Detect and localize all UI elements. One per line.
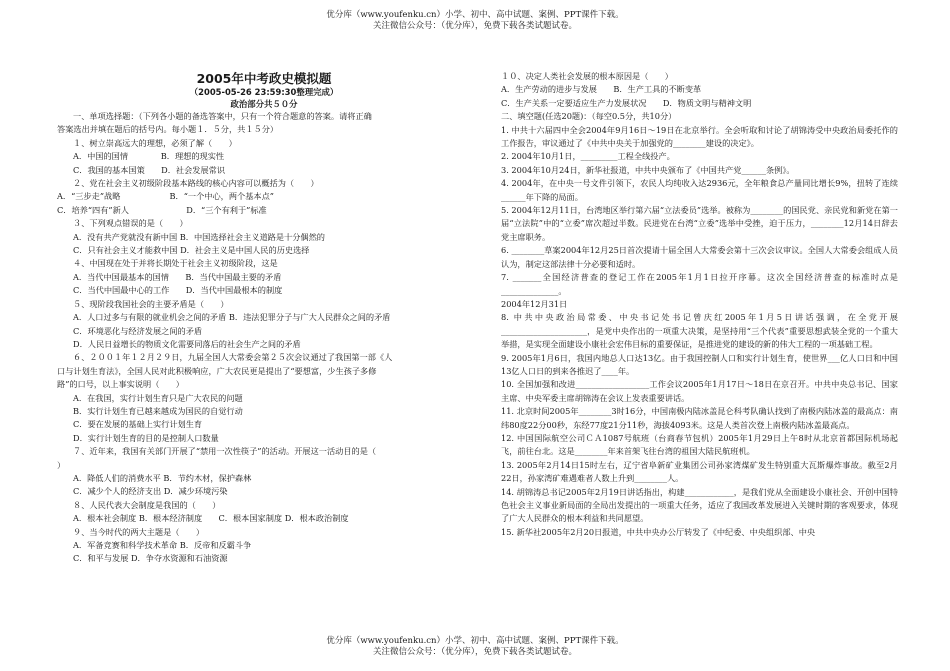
section-fill-in-heading: 二、填空题(任选20题)：（每空0.5分，共10分） [501, 111, 677, 122]
question-4-options-ab: A．当代中国最基本的国情 B．当代中国最主要的矛盾 [73, 271, 282, 282]
fill-item-6: 6. ________草案2004年12月25日首次提请十届全国人大常委会第十三次会议审议。全国人大常委会组成人员认为，制定这部法律十分必要和适时。 [501, 245, 898, 269]
section-intro: 一、单项选择题：（下列各小题的备选答案中，只有一个符合题意的答案。请将正确 [73, 111, 372, 121]
fill-item-11: 11. 北京时间2005年________3时16分，中国南极内陆冰盖昆仑科考队确认找到了南极内陆冰盖的最高点：南纬80度22分00秒，东经77度21分11秒，海拔4093米。这是人类首次登上南极内陆冰盖最高点。 [501, 406, 898, 430]
fill-item-3: 3. 2004年10月24日，新华社报道，中共中央颁布了《中国共产党______条例》。 [501, 164, 795, 175]
document-title: 2005年中考政史模拟题 [196, 71, 332, 86]
question-6-option-d: D．实行计划生育的目的是控制人口数量 [73, 432, 219, 443]
question-10: １０、决定人类社会发展的根本原因是（ ） [501, 71, 673, 81]
header-line-1: 优分库（www.youfenku.cn）小学、初中、高中试题、案例、PPT课件下载。 [326, 10, 624, 20]
fill-item-5: 5. 2004年12月11日，台湾地区举行第六届“立法委员”选举。被称为________的国民党、亲民党和新党在第一届“立法院”中的“立委”席次超过半数。民进党在台湾“立委”选举中受挫，迫于压力，________12月14日辞去党主席职务。 [501, 205, 898, 242]
section-intro-cont: 答案选出并填在题后的括号内。每小题１．５分，共１５分） [57, 124, 279, 135]
question-5: ５、现阶段我国社会的主要矛盾是（ ） [73, 298, 229, 309]
question-5-option-c: C．环境恶化与经济发展之间的矛盾 [73, 325, 203, 336]
question-8-options: A．根本社会制度 B．根本经济制度 C．根本国家制度 D．根本政治制度 [73, 513, 349, 524]
fill-item-7-answer: 2004年12月31日 [501, 298, 568, 309]
question-2-options-cd: C．培养“四有”新人 D．“三个有利于”标准 [57, 204, 267, 215]
question-10-options-cd: C．生产关系一定要适应生产力发展状况 D．物质文明与精神文明 [501, 97, 752, 108]
question-2-options-ab: A．“三步走”战略 B．“一个中心，两个基本点” [57, 191, 274, 202]
fill-item-7: 7. _______全国经济普查的登记工作在2005年1月1日拉开序幕。这次全国经济普查的标准时点是______________。 [501, 272, 898, 296]
question-7-options-ab: A．降低人们的消费水平 B．节约木材，保护森林 [73, 472, 252, 483]
question-2: ２、党在社会主义初级阶段基本路线的核心内容可以概括为（ ） [73, 178, 319, 189]
fill-item-9: 9. 2005年1月6日，我国内地总人口达13亿。由于我国控制人口和实行计划生育，使世界___亿人口日和中国13亿人口日的到来各推迟了____年。 [501, 352, 898, 376]
right-column [485, 70, 898, 635]
question-1-options-cd: C．我国的基本国策 D．社会发展常识 [73, 164, 226, 175]
fill-item-2: 2. 2004年10月1日，_________工程全线投产。 [501, 151, 675, 162]
question-1-options-ab: A．中国的国情 B．理想的现实性 [73, 151, 225, 162]
fill-item-8: 8. 中共中央政治局常委、中央书记处书记曾庆红2005年1月5日讲话强调，在全党开展_____________________，是党中央作出的一项重大决策，是坚持用“三个代表”重要思想武装全党的一个重大举措，是实现全面建设小康社会宏伟目标的重要保证，是推进党的建设的新的伟大工程的一项基础工程。 [501, 312, 898, 350]
fill-item-15: 15. 新华社2005年2月20日报道，中共中央办公厅转发了《中纪委、中央组织部、中央 [501, 526, 816, 537]
footer-line-1: 优分库（www.youfenku.cn）小学、初中、高中试题、案例、PPT课件下载。 [326, 636, 624, 646]
page-footer [0, 636, 950, 658]
question-6: ６、２００１年１２月２９日，九届全国人大常委会第２５次会议通过了我国第一部《人 [73, 352, 393, 363]
question-7-options-cd: C．减少个人的经济支出 D．减少环境污染 [73, 486, 228, 497]
left-column [57, 70, 471, 635]
question-3-options-ab: A．没有共产党就没有新中国 B．中国选择社会主义道路是十分偶然的 [73, 231, 325, 242]
question-9: ９、当今时代的两大主题是（ ） [73, 526, 205, 537]
footer-line-2: 关注微信公众号：（优分库），免费下载各类试题试卷。 [372, 647, 577, 657]
fill-item-12: 12. 中国国际航空公司ＣＡ1087号航班（台商春节包机）2005年1月29日上午8时从北京首都国际机场起飞，前往台北。这是________年来首架飞往台湾的祖国大陆民航班机。 [501, 432, 898, 457]
question-5-option-d: D．人民日益增长的物质文化需要同落后的社会生产之间的矛盾 [73, 338, 301, 349]
question-3: ３、下列观点错误的是（ ） [73, 218, 188, 229]
question-8: ８、人民代表大会制度是我国的（ ） [73, 499, 221, 510]
question-7-cont: ） [57, 459, 66, 470]
question-3-options-cd: C．只有社会主义才能救中国 D．社会主义是中国人民的历史选择 [73, 245, 310, 256]
question-7: ７、近年来，我国有关部门开展了“禁用一次性筷子”的活动。开展这一活动目的是（ [73, 446, 377, 457]
fill-item-14: 14. 胡锦涛总书记2005年2月19日讲话指出，构建____________，是我们党从全面建设小康社会、开创中国特色社会主义事业新局面的全局出发提出的一项重大任务，适应了我国改革发展进入关键时期的客观要求，体现了广大人民群众的根本利益和共同愿望。 [501, 486, 898, 524]
question-10-options-ab: A．生产劳动的进步与发展 B．生产工具的不断变革 [501, 84, 702, 95]
question-6-option-b: B．实行计划生育已越来越成为国民的自觉行动 [73, 405, 243, 416]
question-4-options-cd: C．当代中国最中心的工作 D．当代中国最根本的制度 [73, 285, 283, 296]
page-header [0, 10, 950, 32]
question-6-option-c: C．要在发展的基础上实行计划生育 [73, 419, 203, 430]
question-9-options-cd: C．和平与发展 D．争夺水资源和石油资源 [73, 553, 228, 564]
document-subtitle: （2005-05-26 23:59:30整理完成） [189, 87, 339, 97]
question-4: ４、中国现在处于并将长期处于社会主义初级阶段，这是 [73, 258, 278, 269]
question-1: １、树立崇高远大的理想，必须了解（ ） [73, 137, 237, 148]
question-6-option-a: A．在我国，实行计划生育只是广大农民的问题 [73, 392, 243, 403]
section-heading-politics: 政治部分共５０分 [230, 99, 298, 109]
fill-item-13: 13. 2005年2月14日15时左右，辽宁省阜新矿业集团公司孙家湾煤矿发生特别重大瓦斯爆炸事故。截至2月22日，孙家湾矿难遇难者人数上升到________人。 [501, 459, 898, 484]
fill-item-10: 10. 全国加强和改进__________________工作会议2005年1月17日～18日在京召开。中共中央总书记、国家主席、中央军委主席胡锦涛在会议上发表重要讲话。 [501, 379, 898, 403]
header-line-2: 关注微信公众号：（优分库），免费下载各类试题试卷。 [372, 21, 577, 31]
fill-item-1: 1. 中共十六届四中全会2004年9月16日～19日在北京举行。全会听取和讨论了胡锦涛受中央政治局委托作的工作报告，审议通过了《中共中央关于加强党的________建设的决定》。 [501, 124, 898, 149]
question-6-cont-2: 路”的口号，以上事实说明（ ） [57, 379, 184, 390]
question-9-options-ab: A．军备竞赛和科学技术革命 B．反帝和反霸斗争 [73, 540, 252, 550]
fill-item-4: 4. 2004年，在中央一号文件引领下，农民人均纯收入达2936元，全年粮食总产量同比增长9%，扭转了连续______年下降的局面。 [501, 178, 898, 202]
question-5-options-ab: A．人口过多与有限的就业机会之间的矛盾 B．违法犯罪分子与广大人民群众之间的矛盾 [73, 312, 391, 323]
question-6-cont: 口与计划生育法》，全国人民对此积极响应，广大农民更是提出了“要想富，少生孩子多修 [57, 365, 377, 376]
